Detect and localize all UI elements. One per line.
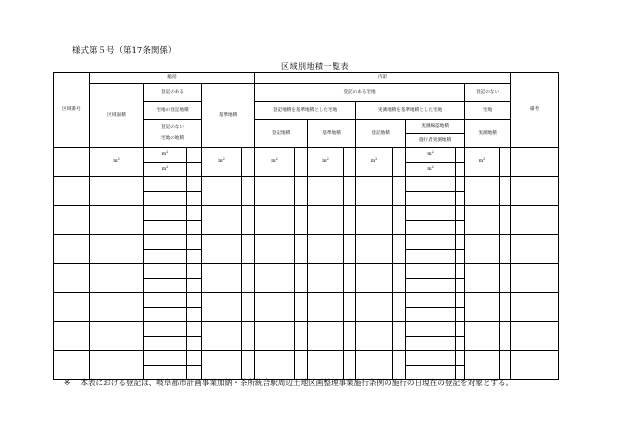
table-cell — [90, 322, 144, 351]
table-cell — [344, 293, 356, 322]
table-cell — [406, 221, 456, 235]
table-cell — [295, 293, 308, 322]
header-kijun-toki: 登記地積を基準地積とした宅地 — [255, 102, 356, 120]
table-cell — [187, 206, 202, 221]
header-toki-nai-bottom: 宅地の地積 — [161, 136, 184, 142]
table-cell — [187, 235, 202, 250]
table-cell — [295, 235, 308, 264]
table-cell — [54, 351, 90, 380]
table-cell — [242, 148, 255, 177]
table-cell — [90, 235, 144, 264]
table-row — [54, 351, 559, 366]
table-cell — [90, 351, 144, 380]
table-cell — [456, 279, 465, 293]
table-cell — [202, 264, 242, 293]
table-cell — [393, 322, 406, 351]
table-row — [54, 264, 559, 279]
header-uchiwake: 内訳 — [255, 73, 511, 84]
table-cell — [406, 235, 456, 250]
table-cell — [54, 177, 90, 206]
table-cell — [144, 264, 187, 279]
unit-superscript: 2 — [326, 157, 329, 162]
table-cell — [90, 148, 144, 177]
table-cell — [202, 148, 242, 177]
table-cell — [456, 322, 465, 337]
table-cell — [456, 264, 465, 279]
table-cell — [202, 351, 242, 380]
table-cell — [187, 279, 202, 293]
table-cell — [406, 250, 456, 264]
unit-superscript: 2 — [431, 164, 434, 169]
footnote-text: 本表における登記は、岐阜都市計画事業加納・茶所統合駅周辺土地区画整理事業施行条例の施行の日現在の登記を対象とする。 — [80, 378, 514, 387]
table-cell — [255, 148, 295, 177]
unit-label: m — [370, 159, 376, 165]
table-cell — [500, 264, 511, 293]
table-cell — [54, 206, 90, 235]
table-cell — [54, 293, 90, 322]
table-cell — [465, 177, 500, 206]
table-cell — [242, 206, 255, 235]
table-cell — [144, 221, 187, 235]
header-row-2 — [54, 84, 559, 102]
table-cell — [344, 206, 356, 235]
table-cell — [144, 148, 187, 163]
unit-superscript: 2 — [117, 157, 120, 162]
table-row — [54, 235, 559, 250]
table-row — [54, 293, 559, 308]
table-cell — [295, 206, 308, 235]
table-cell — [511, 293, 559, 322]
header-toki-nai-takuchi-bottom: 宅地 — [465, 102, 511, 120]
header-toki-aru-top: 登記のある — [144, 84, 202, 102]
header-jissoku-chiseki: 実測地積 — [465, 120, 511, 148]
table-cell — [295, 351, 308, 380]
table-cell — [456, 293, 465, 308]
table-cell — [144, 250, 187, 264]
table-cell — [406, 293, 456, 308]
unit-label: m — [161, 152, 167, 158]
table-cell — [511, 264, 559, 293]
unit-label: m — [271, 159, 276, 165]
table-cell — [295, 264, 308, 293]
table-cell — [54, 322, 90, 351]
table-cell — [187, 250, 202, 264]
table-cell — [187, 264, 202, 279]
table-cell — [202, 235, 242, 264]
table-cell — [406, 148, 456, 163]
table-cell — [356, 235, 393, 264]
table-cell — [465, 264, 500, 293]
table-cell — [308, 148, 344, 177]
table-cell — [393, 235, 406, 264]
table-cell — [202, 322, 242, 351]
table-cell — [90, 177, 144, 206]
table-cell — [144, 337, 187, 351]
table-cell — [144, 235, 187, 250]
table-cell — [500, 351, 511, 380]
table-cell — [308, 235, 344, 264]
table-cell — [202, 177, 242, 206]
table-cell — [500, 177, 511, 206]
table-cell — [465, 322, 500, 351]
table-cell — [187, 322, 202, 337]
header-toki-nai — [144, 120, 202, 148]
table-cell — [500, 293, 511, 322]
table-cell — [456, 163, 465, 177]
unit-superscript: 2 — [431, 150, 434, 155]
table-cell — [187, 308, 202, 322]
table-cell — [144, 351, 187, 366]
table-cell — [187, 163, 202, 177]
table-cell — [456, 337, 465, 351]
table-cell — [456, 351, 465, 366]
unit-superscript: 2 — [222, 157, 225, 162]
header-kuiki-bango: 区域番号 — [54, 73, 90, 148]
unit-label: m — [427, 166, 432, 172]
table-cell — [356, 177, 393, 206]
table-cell — [456, 177, 465, 192]
table-cell — [295, 148, 308, 177]
table-row — [54, 206, 559, 221]
header-biko: 備考 — [511, 73, 559, 148]
header-toki-aru-bottom: 宅地の登記地積 — [144, 102, 202, 120]
table-cell — [393, 177, 406, 206]
table-cell — [144, 293, 187, 308]
table-row — [54, 322, 559, 337]
table-cell — [406, 177, 456, 192]
table-cell — [54, 235, 90, 264]
table-cell — [255, 351, 295, 380]
table-cell — [187, 177, 202, 192]
header-jissoku-rinsetsu: 実測線認地積 — [406, 120, 464, 134]
table-cell — [144, 177, 187, 192]
unit-label: m — [427, 152, 432, 158]
table-cell — [511, 235, 559, 264]
table-cell — [406, 192, 456, 206]
table-cell — [393, 206, 406, 235]
table-cell — [500, 148, 511, 177]
header-jissoku-group — [406, 120, 465, 148]
header-toki-chiseki-2: 登記地積 — [356, 120, 406, 148]
table-cell — [202, 293, 242, 322]
table-cell — [344, 148, 356, 177]
table-cell — [242, 351, 255, 380]
table-cell — [187, 337, 202, 351]
table-cell — [255, 235, 295, 264]
table-cell — [144, 322, 187, 337]
table-cell — [511, 351, 559, 380]
table-cell — [356, 293, 393, 322]
table-cell — [295, 177, 308, 206]
table-cell — [393, 293, 406, 322]
header-row-1 — [54, 73, 559, 84]
table-cell — [54, 264, 90, 293]
table-cell — [393, 264, 406, 293]
table-cell — [144, 308, 187, 322]
table-cell — [456, 206, 465, 221]
table-cell — [456, 221, 465, 235]
table-cell — [242, 264, 255, 293]
table-cell — [356, 264, 393, 293]
unit-superscript: 2 — [275, 157, 278, 162]
table-cell — [406, 163, 456, 177]
table-cell — [465, 235, 500, 264]
table-cell — [255, 177, 295, 206]
table-cell — [393, 351, 406, 380]
unit-label: m — [113, 159, 118, 165]
table-cell — [144, 192, 187, 206]
table-cell — [406, 264, 456, 279]
table-cell — [90, 293, 144, 322]
table-cell — [255, 293, 295, 322]
table-cell — [144, 163, 187, 177]
table-cell — [511, 177, 559, 206]
table-cell — [308, 351, 344, 380]
table-cell — [344, 264, 356, 293]
table-cell — [511, 206, 559, 235]
header-sokatsu: 総括 — [90, 73, 255, 84]
table-cell — [456, 148, 465, 163]
table-cell — [308, 264, 344, 293]
table-cell — [187, 192, 202, 206]
header-kuiki-menseki: 区域面積 — [90, 84, 144, 148]
table-cell — [406, 308, 456, 322]
table-cell — [144, 279, 187, 293]
table-title: 区域別地積一覧表 — [281, 62, 349, 71]
table-cell — [456, 308, 465, 322]
table-cell — [344, 235, 356, 264]
table-cell — [465, 206, 500, 235]
table-cell — [54, 148, 90, 177]
table-cell — [356, 148, 393, 177]
table-cell — [511, 148, 559, 177]
area-summary-table — [53, 72, 559, 380]
header-toki-nai-takuchi-top: 登記のない — [465, 84, 511, 102]
header-toki-nai-top: 登記のない — [161, 124, 184, 130]
table-cell — [144, 206, 187, 221]
unit-superscript: 2 — [166, 150, 169, 155]
table-cell — [187, 221, 202, 235]
table-cell — [344, 177, 356, 206]
table-cell — [295, 322, 308, 351]
form-number: 様式第５号（第17条関係） — [72, 46, 177, 56]
table-cell — [187, 351, 202, 366]
table-cell — [406, 351, 456, 366]
unit-superscript: 2 — [483, 157, 486, 162]
table-cell — [308, 177, 344, 206]
table-cell — [242, 322, 255, 351]
table-cell — [255, 206, 295, 235]
table-cell — [308, 293, 344, 322]
unit-label: m — [322, 159, 327, 165]
table-cell — [456, 235, 465, 250]
header-kijun-jissoku: 実測地積を基準地積とした宅地 — [356, 102, 465, 120]
table-cell — [308, 206, 344, 235]
table-cell — [187, 293, 202, 308]
table-cell — [465, 148, 500, 177]
table-cell — [242, 177, 255, 206]
table-cell — [187, 148, 202, 163]
footnote-mark: ※ — [64, 378, 71, 387]
table-cell — [406, 206, 456, 221]
table-cell — [406, 337, 456, 351]
table-cell — [242, 293, 255, 322]
table-cell — [406, 279, 456, 293]
unit-label: m — [218, 159, 223, 165]
table-cell — [90, 206, 144, 235]
table-cell — [255, 264, 295, 293]
header-kijun-chiseki-2: 基準地積 — [308, 120, 356, 148]
table-row — [54, 148, 559, 163]
unit-superscript: 2 — [375, 157, 378, 162]
table-cell — [456, 250, 465, 264]
table-cell — [344, 322, 356, 351]
table-cell — [356, 322, 393, 351]
unit-label: m — [478, 159, 484, 165]
header-shiko-jissoku: 施行者実測地積 — [418, 138, 452, 143]
table-cell — [356, 206, 393, 235]
table-cell — [308, 322, 344, 351]
table-cell — [242, 235, 255, 264]
table-cell — [255, 322, 295, 351]
table-cell — [406, 322, 456, 337]
table-cell — [456, 192, 465, 206]
table-cell — [500, 322, 511, 351]
table-cell — [202, 206, 242, 235]
table-cell — [511, 322, 559, 351]
unit-superscript: 2 — [166, 164, 169, 169]
header-toki-chiseki-1: 登記地積 — [255, 120, 308, 148]
table-cell — [344, 351, 356, 380]
table-row — [54, 177, 559, 192]
unit-label: m — [161, 166, 167, 172]
table-cell — [465, 351, 500, 380]
table-cell — [356, 351, 393, 380]
footnote — [64, 377, 513, 388]
header-kijun-chiseki: 基準地積 — [202, 84, 255, 148]
table-cell — [393, 148, 406, 177]
table-cell — [500, 235, 511, 264]
table-cell — [500, 206, 511, 235]
header-toki-aru-takuchi: 登記のある宅地 — [255, 84, 465, 102]
table-cell — [465, 293, 500, 322]
table-cell — [90, 264, 144, 293]
